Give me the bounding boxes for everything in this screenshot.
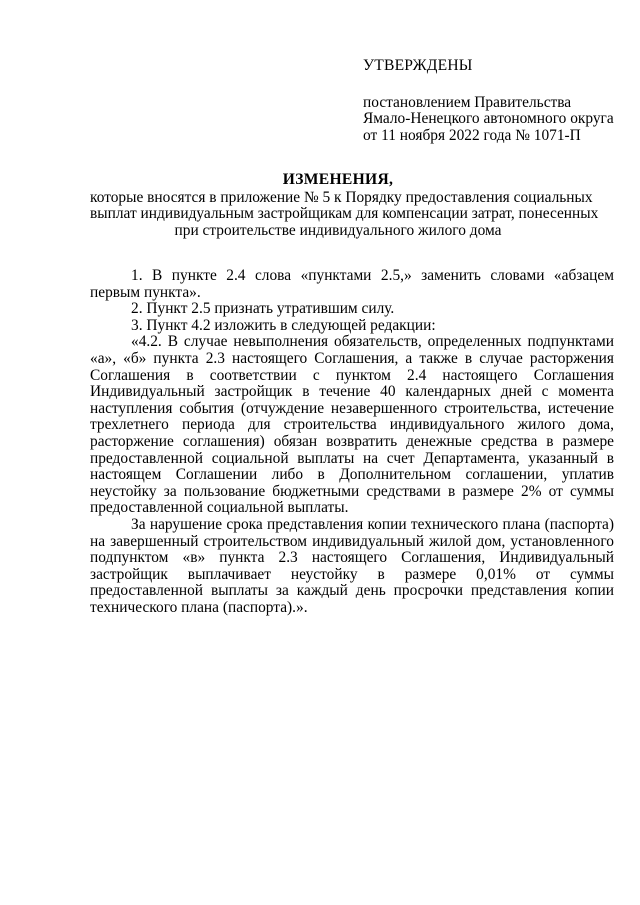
paragraph-item-1: 1. В пункте 2.4 слова «пунктами 2.5,» заменить словами «абзацем первым пункта». xyxy=(90,267,614,301)
heading-subtitle-line: при строительстве индивидуального жилого дома xyxy=(174,221,502,239)
document-body xyxy=(90,268,614,616)
approval-line: Ямало-Ненецкого автономного округа xyxy=(363,110,614,128)
paragraph-penalty: За нарушение срока представления копии технического плана (паспорта) на завершенный строительством индивидуальный жилой дом, установленного подпунктом «в» пункта 2.3 настоящего Соглашения, Индивидуальный застройщик выплачивает неустойку в размере 0,01% от суммы предоставленной выплаты за каждый день просрочки представления копии технического плана (паспорта).». xyxy=(90,515,614,616)
heading-subtitle-line: которые вносятся в приложение № 5 к Порядку предоставления социальных xyxy=(90,188,593,206)
heading-subtitle-line: выплат индивидуальным застройщикам для компенсации затрат, понесенных xyxy=(90,205,599,223)
approval-word: УТВЕРЖДЕНЫ xyxy=(363,57,473,74)
approval-block xyxy=(363,58,633,144)
approval-line: от 11 ноября 2022 года № 1071-П xyxy=(363,126,581,144)
document-heading xyxy=(90,171,599,239)
paragraph-clause-4-2: «4.2. В случае невыполнения обязательств, определенных подпунктами «а», «б» пункта 2.3 настоящего Соглашения, а также в случае расторжения Соглашения в соответствии с пунктом 2.4 настоящего Соглашения Индивидуальный застройщик в течение 40 календарных дней с момента наступления события (отчуждение незавершенного строительства, истечение трехлетнего периода для строительства индивидуального жилого дома, расторжение соглашения) обязан возвратить денежные средства в размере предоставленной социальной выплаты на счет Департамента, указанный в настоящем Соглашении либо в Дополнительном соглашении, уплатив неустойку за пользование бюджетными средствами в размере 2% от суммы предоставленной социальной выплаты. xyxy=(90,333,614,517)
paragraph-item-3: 3. Пункт 4.2 изложить в следующей редакции: xyxy=(131,316,436,334)
paragraph-item-2: 2. Пункт 2.5 признать утратившим силу. xyxy=(131,300,395,318)
document-title: ИЗМЕНЕНИЯ, xyxy=(282,171,394,188)
approval-line: постановлением Правительства xyxy=(363,93,572,111)
